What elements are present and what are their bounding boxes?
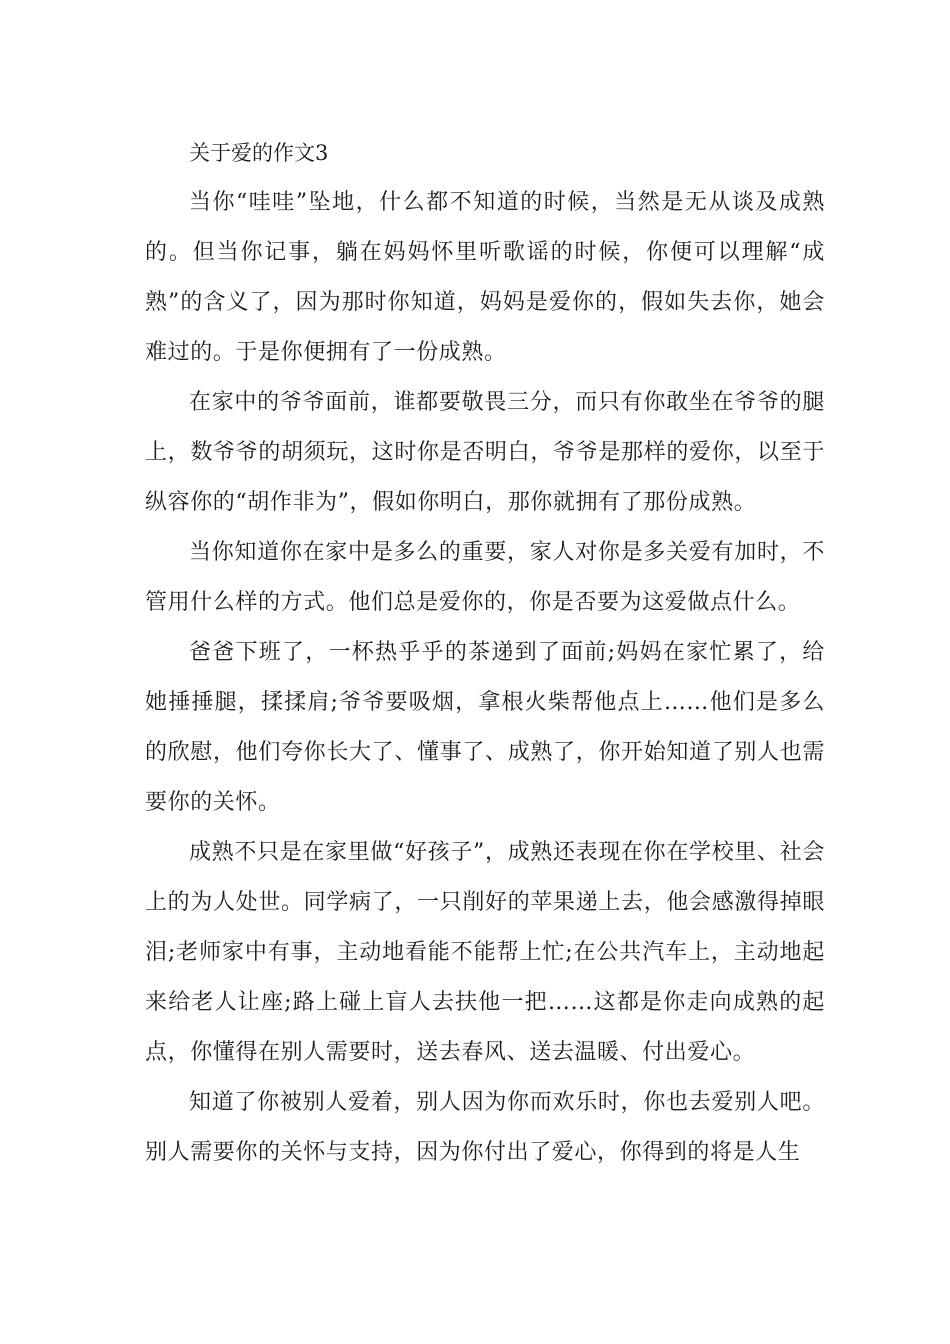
paragraph-4: 爸爸下班了，一杯热乎乎的茶递到了面前;妈妈在家忙累了，给她捶捶腿，揉揉肩;爷爷要吸烟，拿根火柴帮他点上……他们是多么的欣慰，他们夸你长大了、懂事了、成熟了，你开始知道了别人也需要你的关怀。 bbox=[145, 640, 825, 815]
paragraph-1: 当你“哇哇”坠地，什么都不知道的时候，当然是无从谈及成熟的。但当你记事，躺在妈妈怀里听歌谣的时候，你便可以理解“成熟”的含义了，因为那时你知道，妈妈是爱你的，假如失去你，她会难过的。于是你便拥有了一份成熟。 bbox=[145, 190, 825, 365]
document-title: 关于爱的作文3 bbox=[189, 141, 329, 165]
paragraph-5: 成熟不只是在家里做“好孩子”，成熟还表现在你在学校里、社会上的为人处世。同学病了，一只削好的苹果递上去，他会感激得掉眼泪;老师家中有事，主动地看能不能帮上忙;在公共汽车上，主动地起来给老人让座;路上碰上盲人去扶他一把……这都是你走向成熟的起点，你懂得在别人需要时，送去春风、送去温暖、付出爱心。 bbox=[145, 840, 825, 1065]
paragraph-2: 在家中的爷爷面前，谁都要敬畏三分，而只有你敢坐在爷爷的腿上，数爷爷的胡须玩，这时你是否明白，爷爷是那样的爱你，以至于纵容你的“胡作非为”，假如你明白，那你就拥有了那份成熟。 bbox=[145, 390, 825, 515]
document-body bbox=[145, 128, 825, 1178]
paragraph-6: 知道了你被别人爱着，别人因为你而欢乐时，你也去爱别人吧。别人需要你的关怀与支持，因为你付出了爱心，你得到的将是人生 bbox=[145, 1090, 825, 1165]
paragraph-3: 当你知道你在家中是多么的重要，家人对你是多关爱有加时，不管用什么样的方式。他们总是爱你的，你是否要为这爱做点什么。 bbox=[145, 540, 825, 615]
